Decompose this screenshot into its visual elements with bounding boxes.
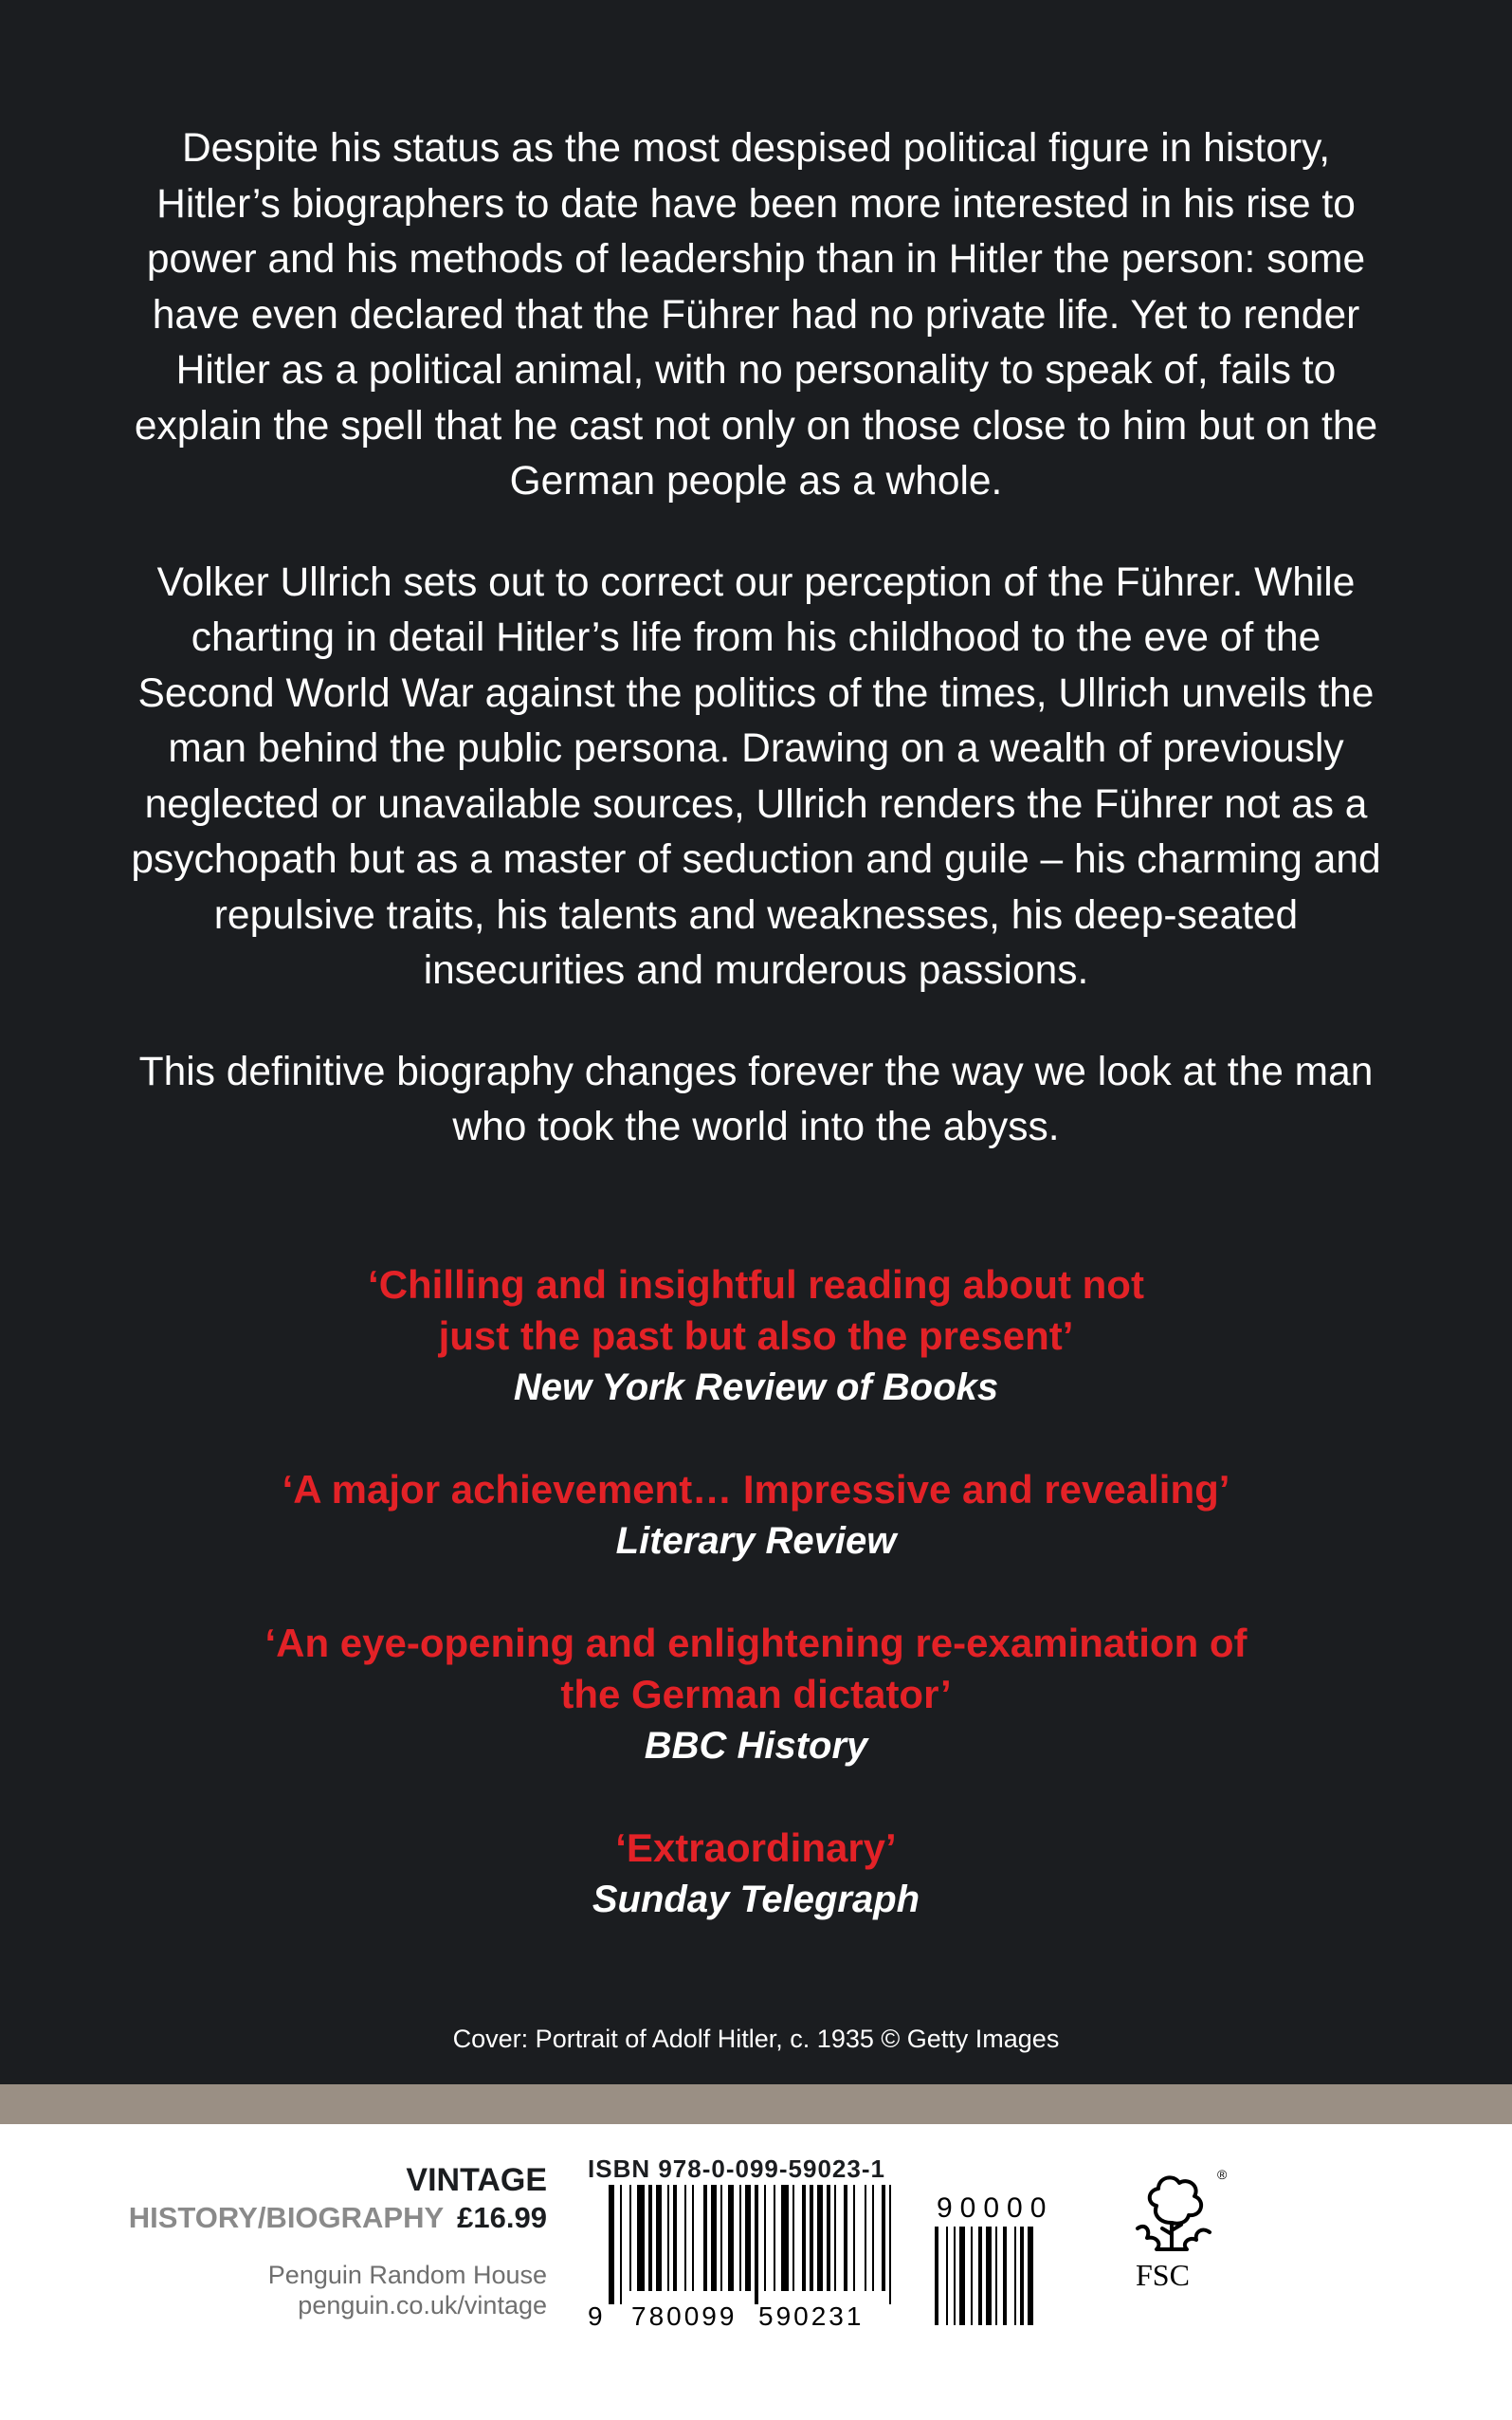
cover-credit: Cover: Portrait of Adolf Hitler, c. 1935 © Getty Images xyxy=(452,2025,1060,2053)
category-price-row xyxy=(129,2199,547,2237)
addon-bar xyxy=(1020,2227,1024,2325)
blurb-paragraph-3: This definitive biography changes forever the way we look at the man who took the world into the abyss. xyxy=(138,1049,1374,1149)
barcode-bar xyxy=(667,2185,669,2291)
barcode-bar xyxy=(865,2185,866,2291)
barcode-bar xyxy=(764,2185,766,2291)
review-quote xyxy=(123,1259,1389,1413)
colour-band xyxy=(0,2084,1512,2124)
registered-mark: ® xyxy=(1217,2167,1228,2182)
barcode-bar xyxy=(774,2185,775,2291)
category: HISTORY/BIOGRAPHY xyxy=(128,2201,445,2234)
barcode-bar xyxy=(684,2185,686,2291)
addon-bar xyxy=(1003,2227,1007,2325)
barcode-bar xyxy=(781,2185,789,2291)
addon-bar xyxy=(1014,2227,1016,2325)
quote-source: Literary Review xyxy=(615,1520,897,1562)
quote-source: Sunday Telegraph xyxy=(592,1879,920,1920)
barcode-bar xyxy=(711,2185,717,2291)
price: £16.99 xyxy=(457,2201,547,2234)
barcode-bar xyxy=(620,2185,622,2304)
barcode-bar xyxy=(637,2185,645,2291)
barcode-bar xyxy=(703,2185,707,2291)
barcode-bar xyxy=(745,2185,751,2291)
barcode-bar xyxy=(882,2185,885,2291)
review-quotes xyxy=(123,1259,1389,1976)
quote-text: ‘A major achievement… Impressive and revealing’ xyxy=(282,1467,1230,1512)
review-quote xyxy=(123,1464,1389,1567)
addon-bar xyxy=(946,2227,948,2325)
barcode-bar xyxy=(720,2185,722,2291)
quote-source: BBC History xyxy=(644,1725,868,1767)
barcode-bar xyxy=(810,2185,813,2291)
addon-bar xyxy=(971,2227,973,2325)
barcode-bar xyxy=(739,2185,741,2291)
blurb-paragraph-2: Volker Ullrich sets out to correct our perception of the Führer. While charting in detail Hitler’s life from his childhood to the eve of the Second World War against the politics of the times, Ullrich unveils the man behind the public persona. Drawing on a wealth of previously neglected or unavailable sources, Ullrich renders the Führer not as a psychopath but as a master of seduction and guile – his charming and repulsive traits, his talents and weaknesses, his deep-seated insecurities and murderous passions. xyxy=(131,559,1381,993)
quote-text: ‘Chilling and insightful reading about not just the past but also the present’ xyxy=(368,1262,1144,1358)
barcode-bar xyxy=(728,2185,734,2291)
blurb xyxy=(123,121,1389,1201)
barcode-bar xyxy=(844,2185,847,2291)
barcode-digits-group-2: 590231 xyxy=(758,2301,865,2327)
barcode-bar xyxy=(692,2185,694,2291)
barcode-bar xyxy=(792,2185,794,2291)
barcode-bar xyxy=(673,2185,677,2291)
barcode-bar xyxy=(656,2185,662,2291)
addon-digits: 90000 xyxy=(937,2192,1054,2224)
barcode-digits-group-1: 780099 xyxy=(631,2301,738,2327)
addon-bar xyxy=(986,2227,992,2325)
barcode-bar xyxy=(853,2185,855,2291)
barcode-digit-first: 9 xyxy=(588,2301,603,2327)
barcode-bar xyxy=(827,2185,830,2291)
barcode-bar xyxy=(648,2185,652,2291)
review-quote xyxy=(123,1823,1389,1925)
publisher-house: Penguin Random House xyxy=(267,2261,547,2289)
barcode-bar xyxy=(802,2185,806,2291)
quote-text: ‘An eye-opening and enlightening re-examination of the German dictator’ xyxy=(264,1621,1248,1716)
quote-source: New York Review of Books xyxy=(513,1366,999,1408)
publisher-block xyxy=(129,2161,547,2320)
isbn-label: ISBN 978-0-099-59023-1 xyxy=(588,2154,885,2183)
barcode-bar xyxy=(817,2185,823,2291)
barcode-bar xyxy=(889,2185,891,2304)
addon-bar xyxy=(954,2227,956,2325)
barcode-bar xyxy=(834,2185,836,2291)
addon-bar xyxy=(1028,2227,1033,2325)
review-quote xyxy=(123,1618,1389,1771)
publisher-url: penguin.co.uk/vintage xyxy=(298,2291,547,2319)
price-addon-barcode xyxy=(929,2185,1090,2327)
quote-text: ‘Extraordinary’ xyxy=(615,1825,897,1870)
blurb-paragraph-1: Despite his status as the most despised political figure in history, Hitler’s biographers to date have been more interested in his rise to power and his methods of leadership than in Hitler the person: some have even declared that the Führer had no private life. Yet to render Hitler as a political animal, with no personality to speak of, fails to explain the spell that he cast not only on those close to him but on the German people as a whole. xyxy=(134,126,1378,504)
addon-bar xyxy=(978,2227,982,2325)
barcode-bar xyxy=(629,2185,631,2291)
addon-bar xyxy=(935,2227,938,2325)
isbn-barcode xyxy=(588,2185,901,2327)
barcode-bar xyxy=(755,2185,758,2304)
addon-bar xyxy=(959,2227,965,2325)
barcode-bar xyxy=(609,2185,614,2304)
fsc-logo xyxy=(1119,2162,1232,2295)
tree-icon xyxy=(1138,2177,1210,2249)
fsc-label: FSC xyxy=(1136,2258,1190,2292)
imprint-name: VINTAGE xyxy=(406,2162,547,2198)
barcode-bar xyxy=(872,2185,874,2291)
addon-bar xyxy=(995,2227,997,2325)
